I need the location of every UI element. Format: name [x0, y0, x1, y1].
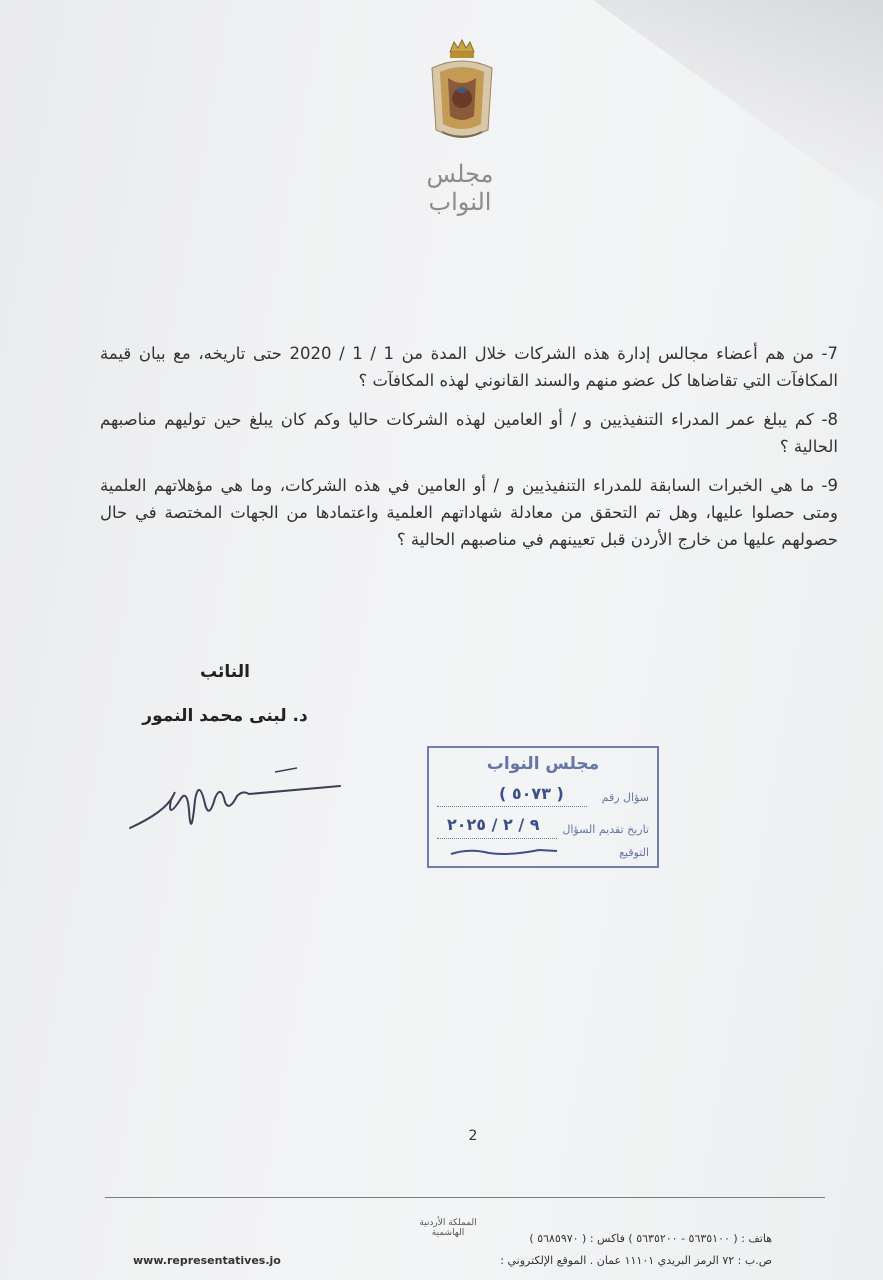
- registration-stamp: [427, 746, 659, 868]
- stamp-question-no-label: سؤال رقم: [601, 791, 649, 804]
- stamp-date-label: تاريخ تقديم السؤال: [562, 823, 649, 836]
- signer-title: النائب: [200, 662, 250, 682]
- handwritten-signature: [125, 760, 345, 850]
- stamp-date-line: [437, 838, 557, 839]
- stamp-question-no-value: ( ٥٠٧٣ ): [499, 784, 564, 803]
- coat-of-arms-emblem: [426, 38, 498, 148]
- footer-logo: المملكة الأردنية الهاشمية: [419, 1218, 477, 1238]
- footer-contact-address: ص.ب : ٧٢ الرمز البريدي ١١١٠١ عمان . الموقع الإلكتروني :: [500, 1254, 772, 1267]
- stamp-signature-label: التوقيع: [619, 846, 649, 859]
- page-number: 2: [468, 1128, 478, 1144]
- question-8: 8- كم يبلغ عمر المدراء التنفيذيين و / أو العامين لهذه الشركات حاليا وكم كان يبلغ حين توليهم مناصبهم الحالية ؟: [100, 410, 838, 456]
- footer-contact-phone-fax: هاتف : ( ٥٦٣٥١٠٠ - ٥٦٣٥٢٠٠ ) فاكس : ( ٥٦٨٥٩٧٠ ): [529, 1232, 772, 1245]
- page-fold-shadow: [593, 0, 883, 210]
- question-9: 9- ما هي الخبرات السابقة للمدراء التنفيذيين و / أو العامين في هذه الشركات، وما هي مؤهلاتهم العلمية ومتى حصلوا عليها، وهل تم التحقق من معادلة شهاداتهم العلمية واعتمادها من الجهات المختصة في حال حصولهم عليها من خارج الأردن قبل تعيينهم في مناصبهم الحالية ؟: [100, 476, 838, 549]
- stamp-signature-mark: [449, 844, 559, 860]
- stamp-question-no-line: [437, 806, 587, 807]
- signer-name: د. لبنى محمد النمور: [142, 706, 308, 726]
- questions-body: [100, 340, 838, 565]
- council-name-heading: مجلس النواب: [426, 160, 494, 216]
- question-7: 7- من هم أعضاء مجالس إدارة هذه الشركات خلال المدة من 1 / 1 / 2020 حتى تاريخه، مع بيان قيمة المكافآت التي تقاضاها كل عضو منهم والسند القانوني لهذه المكافآت ؟: [100, 344, 838, 390]
- footer-website-link[interactable]: www.representatives.jo: [133, 1254, 281, 1267]
- footer-divider: [105, 1197, 825, 1198]
- stamp-date-value: ٩ / ٢ / ٢٠٢٥: [447, 815, 540, 834]
- stamp-title: مجلس النواب: [486, 754, 600, 774]
